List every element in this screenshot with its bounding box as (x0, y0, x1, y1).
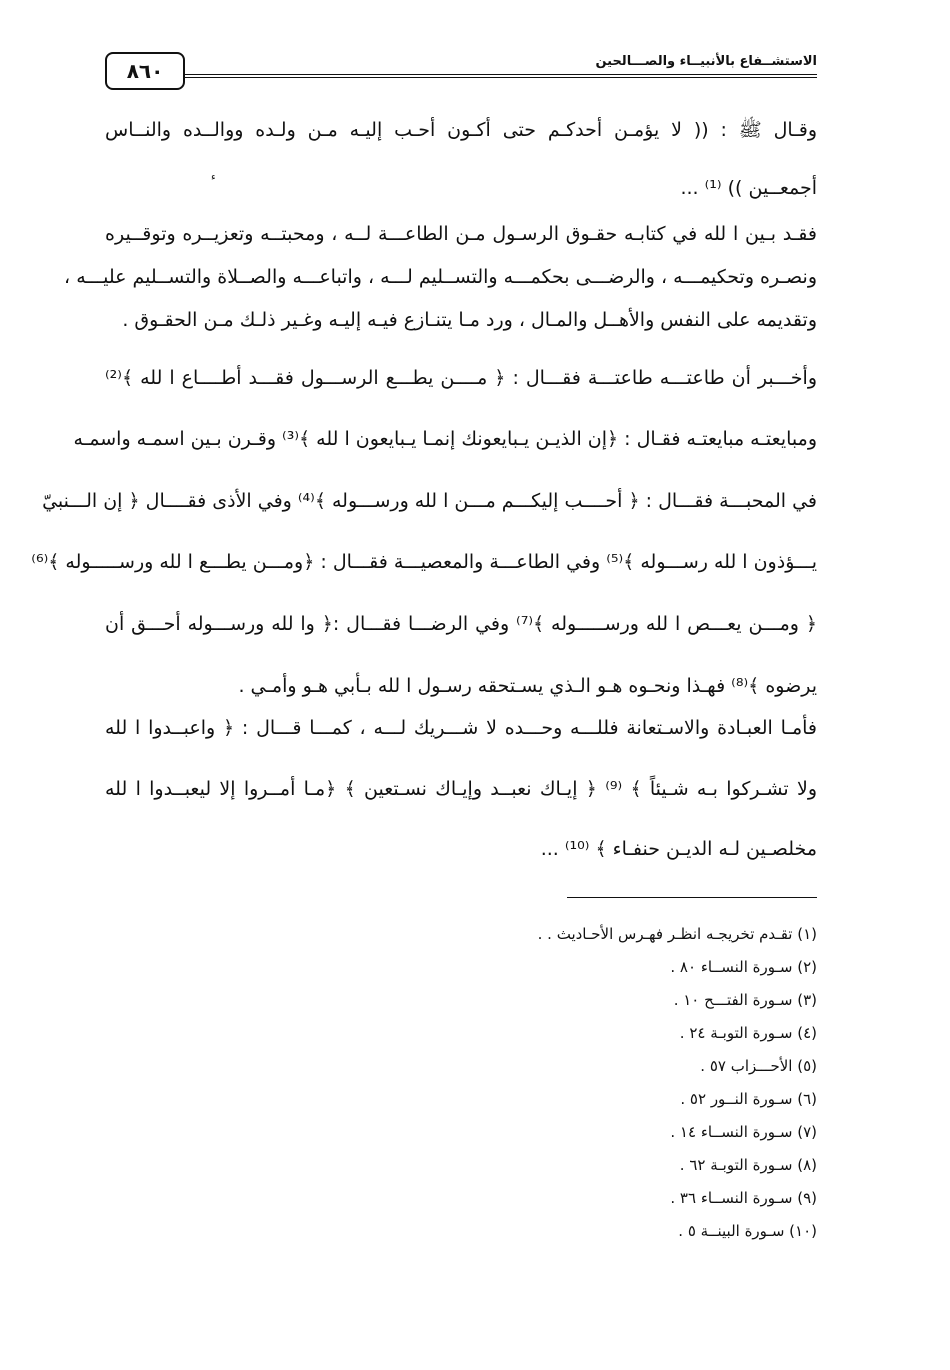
text-line-6: وأخـــبر أن طاعتـــه طاعتـــة فقـــال : ﴿ مــــن يطـــع الرســـول فقـــد أطــــاع ا لله ﴾⁽²⁾ (105, 367, 817, 389)
text-line-14: مخلصـين لـه الديـن حنفـاء ﴾ ⁽¹⁰⁾ ... (540, 838, 817, 860)
text-line-13: ولا تشـركوا بـه شـيئاً ﴾ ⁽⁹⁾ ﴿ إيـاك نعبــد وإيـاك نسـتعين ﴾ ﴿مـا أمــروا إلا ليعبــدوا ا لله (105, 778, 818, 800)
footnote-2: (٢) سـورة النســاء ٨٠ . (670, 958, 817, 976)
text-line-12: فأمـا العبـادة والاسـتعانة فللـــه وحـــده لا شـــريك لـــه ، كمـــا قـــال : ﴿ واعبــدوا ا لله (105, 717, 817, 739)
footnote-8: (٨) سـورة التوبـة ٦٢ . (679, 1156, 817, 1174)
footnotes (538, 918, 817, 1248)
footnote-3: (٣) سـورة الفتـــح ١٠ . (673, 991, 817, 1009)
text-line-2: أجمعــين )) ⁽¹⁾ ... (680, 177, 817, 199)
footnote-4: (٤) سـورة التوبـة ٢٤ . (679, 1024, 817, 1042)
footnote-5: (٥) الأحـــزاب ٥٧ . (700, 1057, 817, 1075)
footnote-separator (567, 897, 817, 898)
header-rule (185, 74, 817, 78)
text-line-4: ونصـره وتحكيمـــه ، والرضـــى بحكمـــه والتســليم لـــه ، واتباعـــه والصــلاة والتســليم عليـــه ، (64, 266, 817, 288)
footnote-1: (١) تقـدم تخريجـه انظـر فهـرس الأحـاديث . . (537, 925, 817, 943)
text-line-11: يرضوه ﴾⁽⁸⁾ فهـذا ونحـوه هـو الـذي يسـتحقه رسـول ا لله بـأبي هـو وأمـي . (238, 675, 817, 697)
text-line-5: وتقديمه على النفس والأهــل والمـال ، ورد مـا يتنـازع فيـه إليـه وغـير ذلـك مـن الحقـوق . (122, 309, 817, 331)
footnote-9: (٩) سـورة النســاء ٣٦ . (670, 1189, 817, 1207)
text-line-9: يـــؤذون ا لله رســـوله ﴾⁽⁵⁾ وفي الطاعـــة والمعصيـــة فقـــال : ﴿ومـــن يطـــع ا لله ورســـــوله ﴾⁽⁶⁾ (31, 551, 817, 573)
page-number: ٨٦٠ (105, 52, 185, 90)
footnote-7: (٧) سـورة النســاء ١٤ . (670, 1123, 817, 1141)
text-line-3: فقـد بـين ا لله في كتابـه حقـوق الرسـول مـن الطاعـــة لــه ، ومحبتــه وتعزيــره وتوقــيره (105, 223, 817, 245)
text-line-1: وقـال ﷺ : (( لا يؤمـن أحدكـم حتى أكـون أحـب إليـه مـن ولـده ووالــده والنــاس (105, 119, 817, 141)
running-title: الاستشــفاع بالأنبيــاء والصـــالحين (589, 54, 817, 69)
footnote-6: (٦) سـورة النــور ٥٢ . (680, 1090, 817, 1108)
text-line-8: في المحبـــة فقـــال : ﴿ أحــــب إليكـــم مـــن ا لله ورســـوله ﴾⁽⁴⁾ وفي الأذى فقــــال ﴿ إن الـــنبيّ (42, 490, 817, 512)
footnote-10: (١٠) سـورة البينــة ٥ . (678, 1222, 817, 1240)
page-header (105, 52, 817, 94)
text-line-7: ومبايعتـه مبايعتـه فقـال : ﴿إن الذيـن يـبايعونك إنمـا يـبايعون ا لله ﴾⁽³⁾ وقـرن بـين اسمـه واسمـه (73, 428, 817, 450)
text-line-10: ﴿ ومـــن يعـــص ا لله ورســـــوله ﴾⁽⁷⁾ وفي الرضـــا فقـــال :﴿ وا لله ورســـوله أحـــق أن (105, 613, 817, 635)
ink-dot: ء (211, 172, 216, 183)
